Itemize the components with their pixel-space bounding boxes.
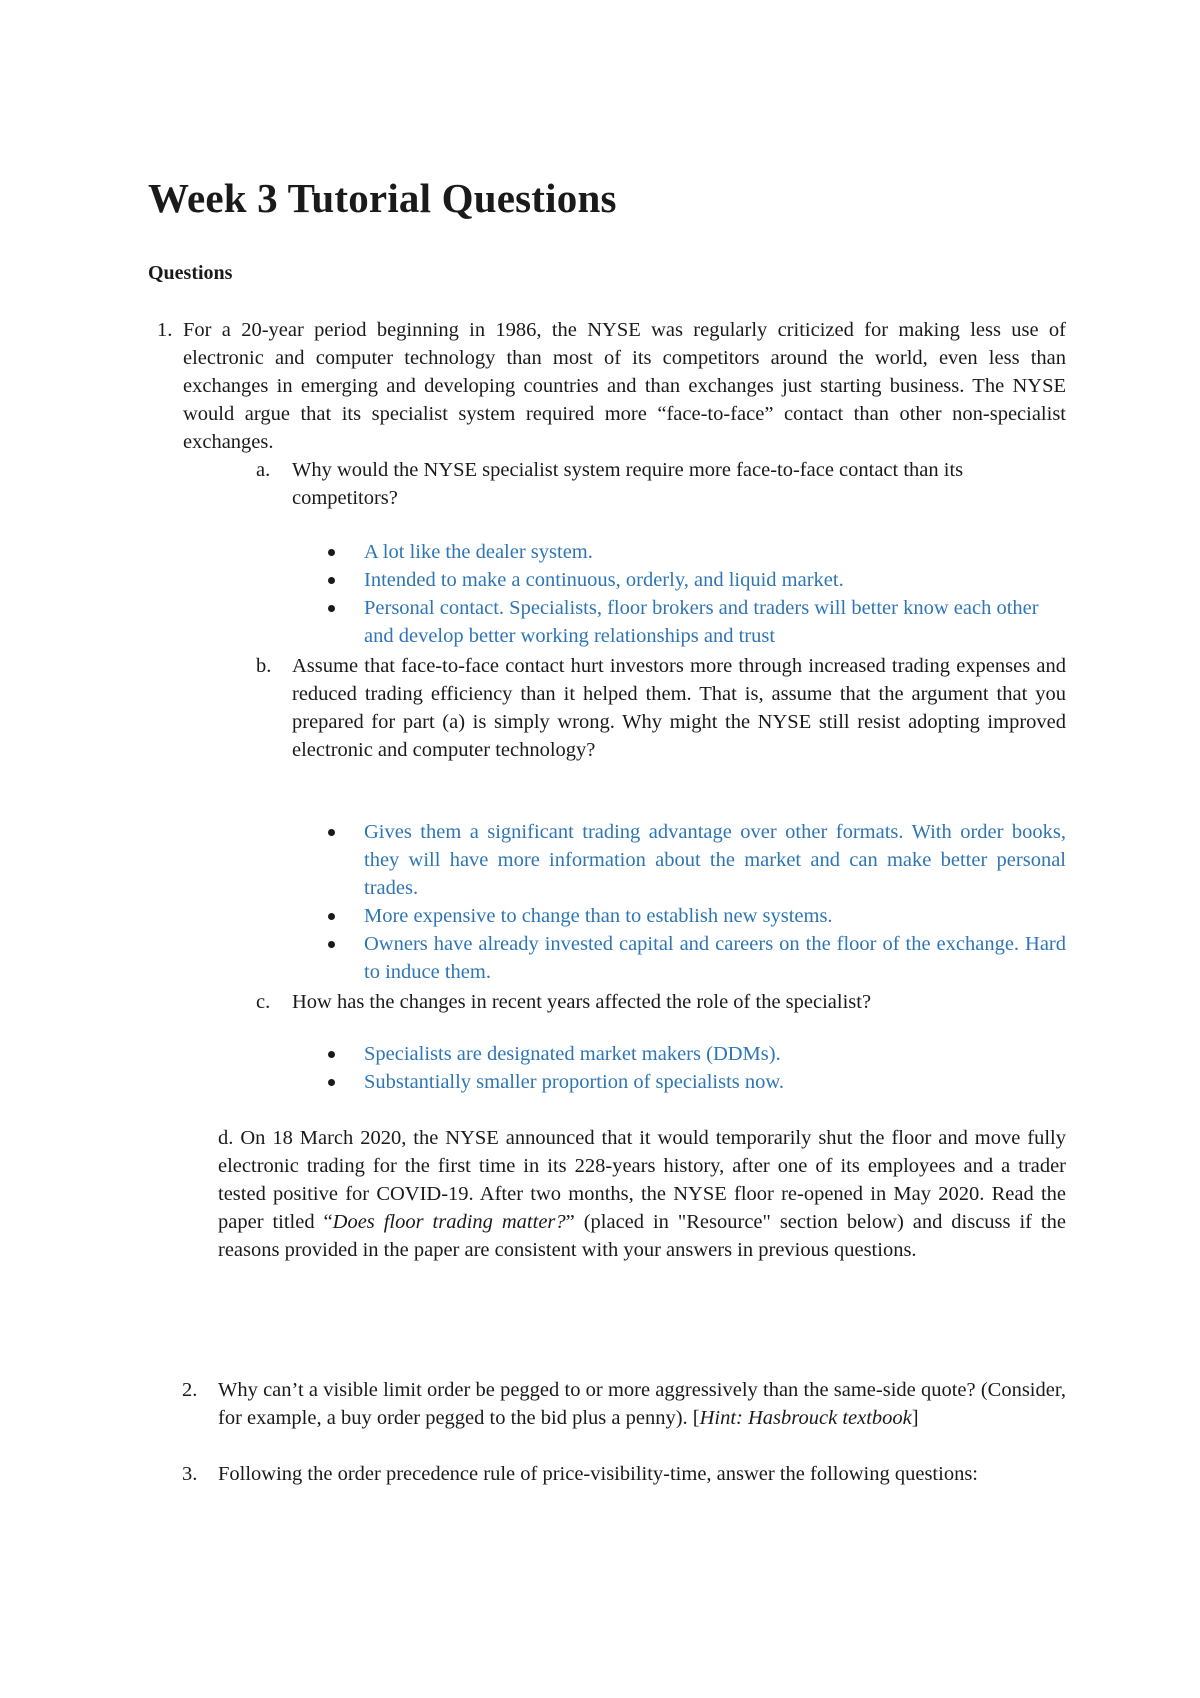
subquestion-c [256,988,1066,1016]
subquestion-d [218,1124,1066,1264]
subquestion-b [256,652,1066,764]
answer-list-a [328,538,1066,650]
subquestion-a [256,456,1066,512]
subquestion-text: Assume that face-to-face contact hurt investors more through increased trading expenses and reduced trading efficiency than it helped them. That is, assume that the argument that you prepared for part (a) is simply wrong. Why might the NYSE still resist adopting improved electronic and computer technology? [292,655,1066,761]
question-2 [182,1376,1066,1432]
answer-list-c [328,1040,1066,1096]
subquestion-letter: a. [256,459,271,481]
answer-item: Specialists are designated market makers (DDMs). [328,1040,1066,1068]
question-number: 3. [182,1463,198,1485]
subquestion-d-text: d. On 18 March 2020, the NYSE announced that it would temporarily shut the floor and move fully electronic trading for the first time in its 228-years history, after one of its employees and a trader tested positive for COVID-19. After two months, the NYSE floor re-opened in May 2020. Read the paper titled “ [218,1127,1066,1233]
question-3 [182,1460,1066,1488]
question-text: Why can’t a visible limit order be pegged to or more aggressively than the same-side quote? (Consider, for example, a buy order pegged to the bid plus a penny). [ [218,1379,1066,1429]
hint-close: ] [911,1407,919,1429]
subquestion-text: Why would the NYSE specialist system require more face-to-face contact than its competitors? [292,459,964,509]
bullet-icon [328,941,335,948]
question-text: Following the order precedence rule of price-visibility-time, answer the following questions: [218,1463,979,1485]
question-1 [157,316,1066,456]
bullet-icon [328,829,335,836]
answer-list-b [328,818,1066,986]
question-text: For a 20-year period beginning in 1986, the NYSE was regularly criticized for making less use of electronic and computer technology than most of its competitors around the world, even less than exchanges in emerging and developing countries and than exchanges just starting business. The NYSE would argue that its specialist system required more “face-to-face” contact than other non-specialist exchanges. [183,319,1066,453]
question-number: 1. [157,319,173,341]
subquestion-letter: c. [256,991,271,1013]
paper-title: Does floor trading matter? [332,1211,566,1233]
bullet-icon [328,1079,335,1086]
bullet-icon [328,913,335,920]
answer-item: Intended to make a continuous, orderly, and liquid market. [328,566,1066,594]
bullet-icon [328,605,335,612]
section-heading: Questions [148,262,233,284]
answer-item: More expensive to change than to establish new systems. [328,902,1066,930]
bullet-icon [328,1051,335,1058]
answer-item: Owners have already invested capital and careers on the floor of the exchange. Hard to induce them. [328,930,1066,986]
subquestion-letter: b. [256,655,272,677]
bullet-icon [328,577,335,584]
answer-item: Gives them a significant trading advantage over other formats. With order books, they will have more information about the market and can make better personal trades. [328,818,1066,902]
hint-text: Hint: Hasbrouck textbook [699,1407,912,1429]
subquestion-text: How has the changes in recent years affected the role of the specialist? [292,991,872,1013]
answer-item: A lot like the dealer system. [328,538,1066,566]
question-number: 2. [182,1379,198,1401]
answer-item: Personal contact. Specialists, floor brokers and traders will better know each other and develop better working relationships and trust [328,594,1066,650]
answer-item: Substantially smaller proportion of specialists now. [328,1068,1066,1096]
page-title: Week 3 Tutorial Questions [148,175,617,221]
bullet-icon [328,549,335,556]
subquestion-d-text-end: ” (placed in "Resource" section below) and discuss if the reasons provided in the paper are consistent with your answers in previous questions. [218,1211,1066,1261]
